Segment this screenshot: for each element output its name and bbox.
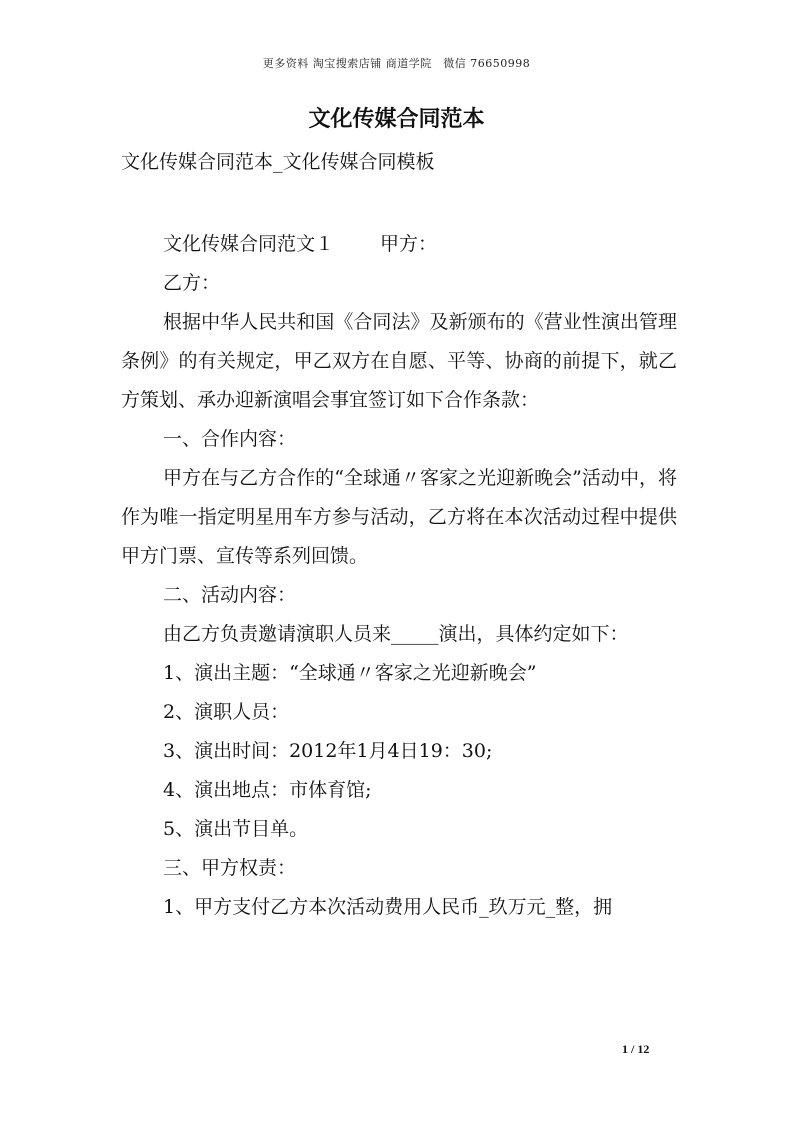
section-heading-party-a-duties: 三、甲方权责： [163,857,297,879]
list-item-performers: 2、演职人员： [163,701,290,723]
paragraph-preamble: 根据中华人民共和国《合同法》及新颁布的《营业性演出管理条例》的有关规定，甲乙双方在自愿、平等、协商的前提下，就乙方策划、承办迎新演唱会事宜签订如下合作条款： [121,311,677,411]
header-note: 更多资料 淘宝搜索店铺 商道学院 微信 76650998 [262,57,531,70]
paragraph-payment: 1、甲方支付乙方本次活动费用人民币_玖万元_整，拥 [163,896,613,918]
document-body [121,225,677,927]
list-item-theme: 1、演出主题：“全球通〃客家之光迎新晚会” [163,662,537,684]
section-heading-cooperation: 一、合作内容： [163,428,297,450]
paragraph-cooperation-content: 甲方在与乙方合作的“全球通〃客家之光迎新晚会”活动中，将作为唯一指定明星用车方参与活动，乙方将在本次活动过程中提供甲方门票、宣传等系列回馈。 [121,467,677,567]
page-number: 1 / 12 [622,1042,650,1056]
heading-line-title: 文化传媒合同范文１ [163,233,335,255]
paragraph-party-b: 乙方： [163,272,221,294]
list-item-time: 3、演出时间：2012年1月4日19：30; [163,740,493,762]
section-heading-activity: 二、活动内容： [163,584,297,606]
document-title: 文化传媒合同范本 [308,106,485,132]
paragraph-activity-intro: 由乙方负责邀请演职人员来_____演出，具体约定如下： [163,623,629,645]
heading-line-party-a: 甲方： [380,233,438,255]
document-subtitle: 文化传媒合同范本_文化传媒合同模板 [121,151,435,173]
list-item-venue: 4、演出地点：市体育馆; [163,779,372,801]
list-item-program: 5、演出节目单。 [163,818,309,840]
heading-line [121,225,677,264]
